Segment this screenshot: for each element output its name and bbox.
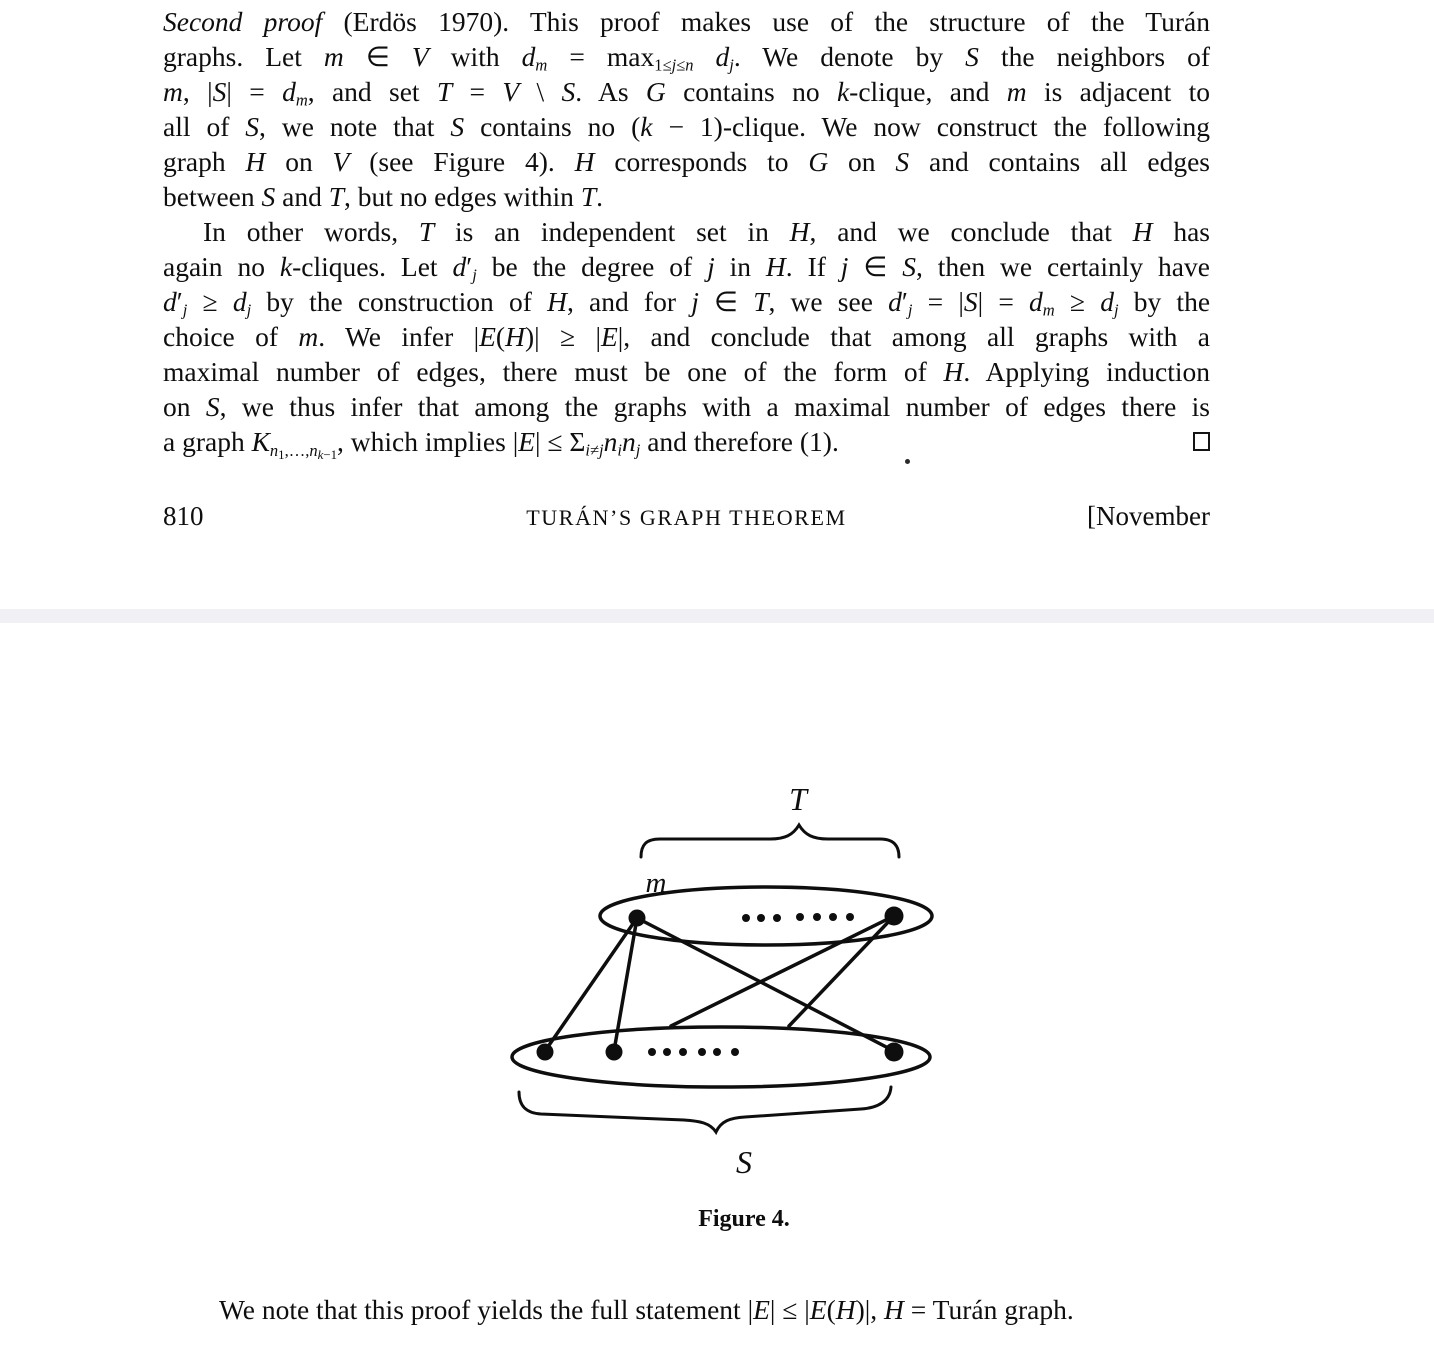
text-line: a graph $K_{n_1,\dots,n_{k-1}}$, which implies $|E| \le \Sigma_{i\ne j}n_in_j$ and therefore (1). [163, 424, 1210, 459]
text-line: graphs. Let m ∈ V with $d_m = \max_{1\le j\le n} d_j$. We denote by S the neighbors of [163, 41, 1211, 75]
bottom-row-vertices [537, 1043, 904, 1062]
figure-caption: Figure 4. [698, 1206, 790, 1232]
text-line: m, $|S| = d_m$, and set T = V \ S. As G contains no k-clique, and m is adjacent to [163, 76, 1211, 110]
text-line: In other words, T is an independent set in H, and we conclude that H has [203, 216, 1210, 247]
page-number: 810 [163, 501, 204, 531]
closing-sentence: We note that this proof yields the full statement |E| ≤ |E(H)|, H = Turán graph. [219, 1294, 1074, 1325]
running-head [163, 501, 1210, 535]
top-row-vertices [629, 907, 904, 927]
text-line: Second proof (Erdös 1970). This proof makes use of the structure of the Turán [163, 6, 1210, 37]
qed-tombstone [1193, 432, 1210, 451]
text-line: on S, we thus infer that among the graphs with a maximal number of edges there is [163, 391, 1210, 422]
figure-label-T: T [789, 781, 807, 817]
figure-label-S: S [736, 1144, 752, 1180]
text-line: between S and T, but no edges within T. [163, 181, 603, 212]
running-title: TURÁN’S GRAPH THEOREM [526, 505, 847, 530]
text-line: graph H on V (see Figure 4). H corresponds to G on S and contains all edges [163, 146, 1211, 177]
text-line: all of S, we note that S contains no (k − 1)-clique. We now construct the following [163, 111, 1210, 142]
text-line: $d'_j \ge d_j$ by the construction of H, and for j ∈ T, we see $d'_j = |S| = d_m \ge d_j$ by the [163, 286, 1211, 320]
text-line: maximal number of edges, there must be one of the form of H. Applying induction [163, 356, 1210, 387]
top-brace [641, 825, 899, 857]
issue-label: [November [1087, 501, 1210, 531]
text-line: choice of m. We infer |E(H)| ≥ |E|, and conclude that among all graphs with a [163, 321, 1210, 352]
text-line: again no k-cliques. Let $d'_j$ be the degree of j in H. If j ∈ S, then we certainly have [163, 251, 1210, 285]
paragraph-in-other-words [163, 214, 1211, 462]
page-separator-band [0, 609, 1434, 623]
top-set-ellipse-T [600, 887, 932, 945]
bottom-brace [519, 1087, 891, 1132]
paragraph-second-proof [163, 4, 1210, 214]
page-text [163, 4, 1211, 462]
figure-label-m: m [645, 867, 667, 899]
ink-speck [905, 459, 910, 464]
figure-4 [430, 770, 1010, 1240]
